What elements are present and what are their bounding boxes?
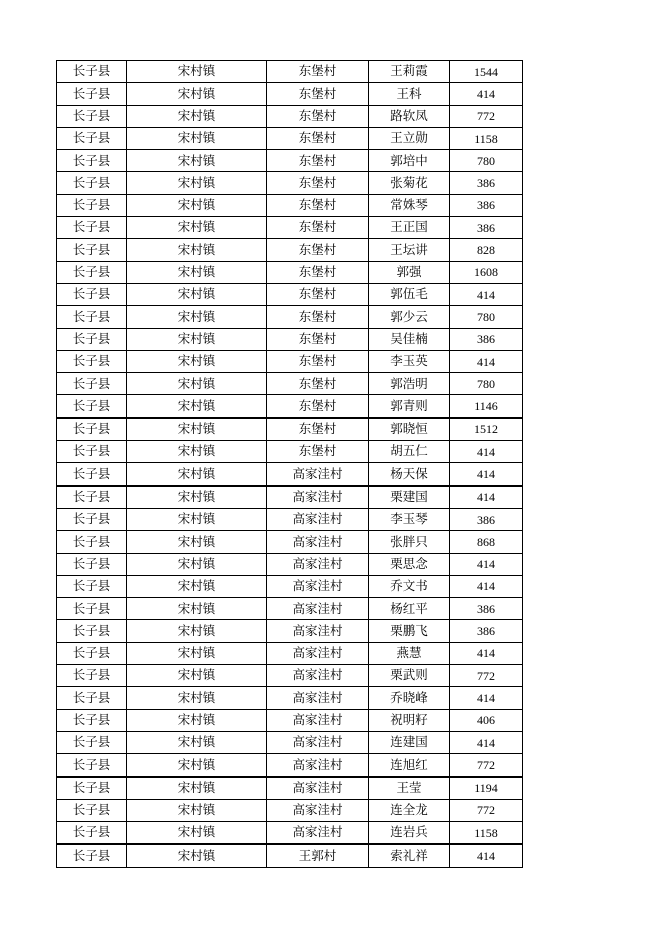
- village-cell: 高家洼村: [267, 731, 369, 753]
- name-cell: 胡五仁: [369, 441, 450, 463]
- town-cell: 宋村镇: [127, 61, 267, 83]
- town-cell: 宋村镇: [127, 418, 267, 441]
- table-row: [57, 575, 523, 597]
- table-row: [57, 150, 523, 172]
- village-cell: 高家洼村: [267, 575, 369, 597]
- town-cell: 宋村镇: [127, 172, 267, 194]
- village-cell: 东堡村: [267, 283, 369, 305]
- village-cell: 东堡村: [267, 261, 369, 283]
- amount-cell: 868: [450, 531, 523, 553]
- table-row: [57, 105, 523, 127]
- town-cell: 宋村镇: [127, 350, 267, 372]
- amount-cell: 772: [450, 665, 523, 687]
- name-cell: 连建国: [369, 731, 450, 753]
- village-cell: 东堡村: [267, 105, 369, 127]
- table-row: [57, 620, 523, 642]
- town-cell: 宋村镇: [127, 217, 267, 239]
- village-cell: 高家洼村: [267, 665, 369, 687]
- amount-cell: 414: [450, 731, 523, 753]
- name-cell: 王莹: [369, 777, 450, 800]
- town-cell: 宋村镇: [127, 127, 267, 149]
- county-cell: 长子县: [57, 822, 127, 845]
- amount-cell: 414: [450, 575, 523, 597]
- town-cell: 宋村镇: [127, 283, 267, 305]
- county-cell: 长子县: [57, 486, 127, 509]
- village-cell: 东堡村: [267, 418, 369, 441]
- amount-cell: 414: [450, 463, 523, 486]
- village-cell: 东堡村: [267, 61, 369, 83]
- town-cell: 宋村镇: [127, 373, 267, 395]
- town-cell: 宋村镇: [127, 83, 267, 105]
- town-cell: 宋村镇: [127, 844, 267, 867]
- amount-cell: 772: [450, 799, 523, 821]
- name-cell: 杨天保: [369, 463, 450, 486]
- name-cell: 栗武则: [369, 665, 450, 687]
- table-row: [57, 373, 523, 395]
- name-cell: 王科: [369, 83, 450, 105]
- town-cell: 宋村镇: [127, 553, 267, 575]
- village-cell: 高家洼村: [267, 598, 369, 620]
- county-cell: 长子县: [57, 441, 127, 463]
- village-cell: 王郭村: [267, 844, 369, 867]
- name-cell: 栗鹏飞: [369, 620, 450, 642]
- amount-cell: 780: [450, 150, 523, 172]
- county-cell: 长子县: [57, 373, 127, 395]
- village-cell: 东堡村: [267, 83, 369, 105]
- town-cell: 宋村镇: [127, 822, 267, 845]
- town-cell: 宋村镇: [127, 508, 267, 530]
- town-cell: 宋村镇: [127, 463, 267, 486]
- county-cell: 长子县: [57, 261, 127, 283]
- table-row: [57, 463, 523, 486]
- name-cell: 常姝琴: [369, 194, 450, 216]
- amount-cell: 1158: [450, 822, 523, 845]
- amount-cell: 414: [450, 486, 523, 509]
- table-row: [57, 822, 523, 845]
- name-cell: 郭浩明: [369, 373, 450, 395]
- amount-cell: 386: [450, 620, 523, 642]
- amount-cell: 414: [450, 441, 523, 463]
- amount-cell: 386: [450, 194, 523, 216]
- village-cell: 高家洼村: [267, 777, 369, 800]
- name-cell: 张菊花: [369, 172, 450, 194]
- table-row: [57, 418, 523, 441]
- name-cell: 路软凤: [369, 105, 450, 127]
- town-cell: 宋村镇: [127, 777, 267, 800]
- county-cell: 长子县: [57, 105, 127, 127]
- name-cell: 祝明籽: [369, 709, 450, 731]
- town-cell: 宋村镇: [127, 731, 267, 753]
- table-row: [57, 709, 523, 731]
- amount-cell: 414: [450, 83, 523, 105]
- village-cell: 高家洼村: [267, 642, 369, 664]
- town-cell: 宋村镇: [127, 709, 267, 731]
- table-row: [57, 799, 523, 821]
- town-cell: 宋村镇: [127, 799, 267, 821]
- county-cell: 长子县: [57, 150, 127, 172]
- name-cell: 王立勋: [369, 127, 450, 149]
- table-row: [57, 172, 523, 194]
- county-cell: 长子县: [57, 395, 127, 418]
- table-row: [57, 665, 523, 687]
- village-cell: 东堡村: [267, 172, 369, 194]
- county-cell: 长子县: [57, 799, 127, 821]
- county-cell: 长子县: [57, 172, 127, 194]
- table-row: [57, 217, 523, 239]
- county-cell: 长子县: [57, 418, 127, 441]
- name-cell: 李玉琴: [369, 508, 450, 530]
- amount-cell: 1158: [450, 127, 523, 149]
- name-cell: 郭青则: [369, 395, 450, 418]
- town-cell: 宋村镇: [127, 395, 267, 418]
- town-cell: 宋村镇: [127, 642, 267, 664]
- village-cell: 东堡村: [267, 350, 369, 372]
- table-row: [57, 395, 523, 418]
- village-cell: 东堡村: [267, 441, 369, 463]
- village-cell: 高家洼村: [267, 531, 369, 553]
- village-cell: 高家洼村: [267, 754, 369, 777]
- village-cell: 东堡村: [267, 217, 369, 239]
- county-cell: 长子县: [57, 844, 127, 867]
- county-cell: 长子县: [57, 575, 127, 597]
- data-table: [56, 60, 523, 868]
- amount-cell: 1194: [450, 777, 523, 800]
- name-cell: 吴佳楠: [369, 328, 450, 350]
- table-row: [57, 127, 523, 149]
- name-cell: 乔文书: [369, 575, 450, 597]
- county-cell: 长子县: [57, 83, 127, 105]
- amount-cell: 1146: [450, 395, 523, 418]
- amount-cell: 1544: [450, 61, 523, 83]
- county-cell: 长子县: [57, 531, 127, 553]
- county-cell: 长子县: [57, 328, 127, 350]
- name-cell: 索礼祥: [369, 844, 450, 867]
- county-cell: 长子县: [57, 731, 127, 753]
- village-cell: 东堡村: [267, 306, 369, 328]
- county-cell: 长子县: [57, 754, 127, 777]
- town-cell: 宋村镇: [127, 261, 267, 283]
- amount-cell: 772: [450, 754, 523, 777]
- town-cell: 宋村镇: [127, 754, 267, 777]
- county-cell: 长子县: [57, 553, 127, 575]
- table-row: [57, 328, 523, 350]
- table-row: [57, 239, 523, 261]
- county-cell: 长子县: [57, 61, 127, 83]
- amount-cell: 386: [450, 217, 523, 239]
- village-cell: 高家洼村: [267, 822, 369, 845]
- name-cell: 王坛讲: [369, 239, 450, 261]
- table-row: [57, 531, 523, 553]
- table-row: [57, 687, 523, 709]
- town-cell: 宋村镇: [127, 620, 267, 642]
- name-cell: 郭强: [369, 261, 450, 283]
- town-cell: 宋村镇: [127, 194, 267, 216]
- county-cell: 长子县: [57, 620, 127, 642]
- village-cell: 东堡村: [267, 127, 369, 149]
- town-cell: 宋村镇: [127, 328, 267, 350]
- table-row: [57, 283, 523, 305]
- county-cell: 长子县: [57, 217, 127, 239]
- town-cell: 宋村镇: [127, 665, 267, 687]
- amount-cell: 772: [450, 105, 523, 127]
- amount-cell: 386: [450, 172, 523, 194]
- town-cell: 宋村镇: [127, 575, 267, 597]
- table-row: [57, 350, 523, 372]
- table-row: [57, 194, 523, 216]
- town-cell: 宋村镇: [127, 486, 267, 509]
- town-cell: 宋村镇: [127, 687, 267, 709]
- table-row: [57, 553, 523, 575]
- village-cell: 东堡村: [267, 150, 369, 172]
- table-row: [57, 486, 523, 509]
- county-cell: 长子县: [57, 350, 127, 372]
- name-cell: 王莉霞: [369, 61, 450, 83]
- amount-cell: 414: [450, 350, 523, 372]
- village-cell: 高家洼村: [267, 463, 369, 486]
- village-cell: 高家洼村: [267, 709, 369, 731]
- name-cell: 郭伍毛: [369, 283, 450, 305]
- town-cell: 宋村镇: [127, 441, 267, 463]
- town-cell: 宋村镇: [127, 531, 267, 553]
- name-cell: 杨红平: [369, 598, 450, 620]
- amount-cell: 414: [450, 844, 523, 867]
- table-row: [57, 777, 523, 800]
- village-cell: 东堡村: [267, 395, 369, 418]
- amount-cell: 406: [450, 709, 523, 731]
- amount-cell: 386: [450, 508, 523, 530]
- town-cell: 宋村镇: [127, 598, 267, 620]
- county-cell: 长子县: [57, 194, 127, 216]
- amount-cell: 780: [450, 306, 523, 328]
- name-cell: 张胖只: [369, 531, 450, 553]
- name-cell: 连岩兵: [369, 822, 450, 845]
- table-row: [57, 61, 523, 83]
- county-cell: 长子县: [57, 642, 127, 664]
- village-cell: 高家洼村: [267, 508, 369, 530]
- amount-cell: 1512: [450, 418, 523, 441]
- county-cell: 长子县: [57, 709, 127, 731]
- name-cell: 栗建国: [369, 486, 450, 509]
- amount-cell: 386: [450, 598, 523, 620]
- town-cell: 宋村镇: [127, 150, 267, 172]
- name-cell: 连旭红: [369, 754, 450, 777]
- amount-cell: 1608: [450, 261, 523, 283]
- county-cell: 长子县: [57, 598, 127, 620]
- amount-cell: 414: [450, 553, 523, 575]
- village-cell: 东堡村: [267, 239, 369, 261]
- name-cell: 燕慧: [369, 642, 450, 664]
- name-cell: 郭晓恒: [369, 418, 450, 441]
- county-cell: 长子县: [57, 687, 127, 709]
- name-cell: 连全龙: [369, 799, 450, 821]
- amount-cell: 414: [450, 687, 523, 709]
- county-cell: 长子县: [57, 306, 127, 328]
- town-cell: 宋村镇: [127, 105, 267, 127]
- village-cell: 高家洼村: [267, 486, 369, 509]
- amount-cell: 414: [450, 642, 523, 664]
- village-cell: 东堡村: [267, 328, 369, 350]
- name-cell: 栗思念: [369, 553, 450, 575]
- table-row: [57, 83, 523, 105]
- table-row: [57, 508, 523, 530]
- table-row: [57, 731, 523, 753]
- table-row: [57, 642, 523, 664]
- table-body: [57, 61, 523, 868]
- table-row: [57, 441, 523, 463]
- name-cell: 王正国: [369, 217, 450, 239]
- county-cell: 长子县: [57, 127, 127, 149]
- name-cell: 郭少云: [369, 306, 450, 328]
- table-row: [57, 844, 523, 867]
- name-cell: 李玉英: [369, 350, 450, 372]
- village-cell: 高家洼村: [267, 687, 369, 709]
- amount-cell: 386: [450, 328, 523, 350]
- village-cell: 高家洼村: [267, 620, 369, 642]
- name-cell: 乔晓峰: [369, 687, 450, 709]
- village-cell: 高家洼村: [267, 553, 369, 575]
- county-cell: 长子县: [57, 665, 127, 687]
- village-cell: 高家洼村: [267, 799, 369, 821]
- county-cell: 长子县: [57, 777, 127, 800]
- amount-cell: 828: [450, 239, 523, 261]
- county-cell: 长子县: [57, 283, 127, 305]
- county-cell: 长子县: [57, 239, 127, 261]
- county-cell: 长子县: [57, 508, 127, 530]
- village-cell: 东堡村: [267, 194, 369, 216]
- table-row: [57, 754, 523, 777]
- county-cell: 长子县: [57, 463, 127, 486]
- amount-cell: 414: [450, 283, 523, 305]
- table-row: [57, 598, 523, 620]
- amount-cell: 780: [450, 373, 523, 395]
- name-cell: 郭培中: [369, 150, 450, 172]
- village-cell: 东堡村: [267, 373, 369, 395]
- town-cell: 宋村镇: [127, 306, 267, 328]
- table-row: [57, 306, 523, 328]
- town-cell: 宋村镇: [127, 239, 267, 261]
- table-row: [57, 261, 523, 283]
